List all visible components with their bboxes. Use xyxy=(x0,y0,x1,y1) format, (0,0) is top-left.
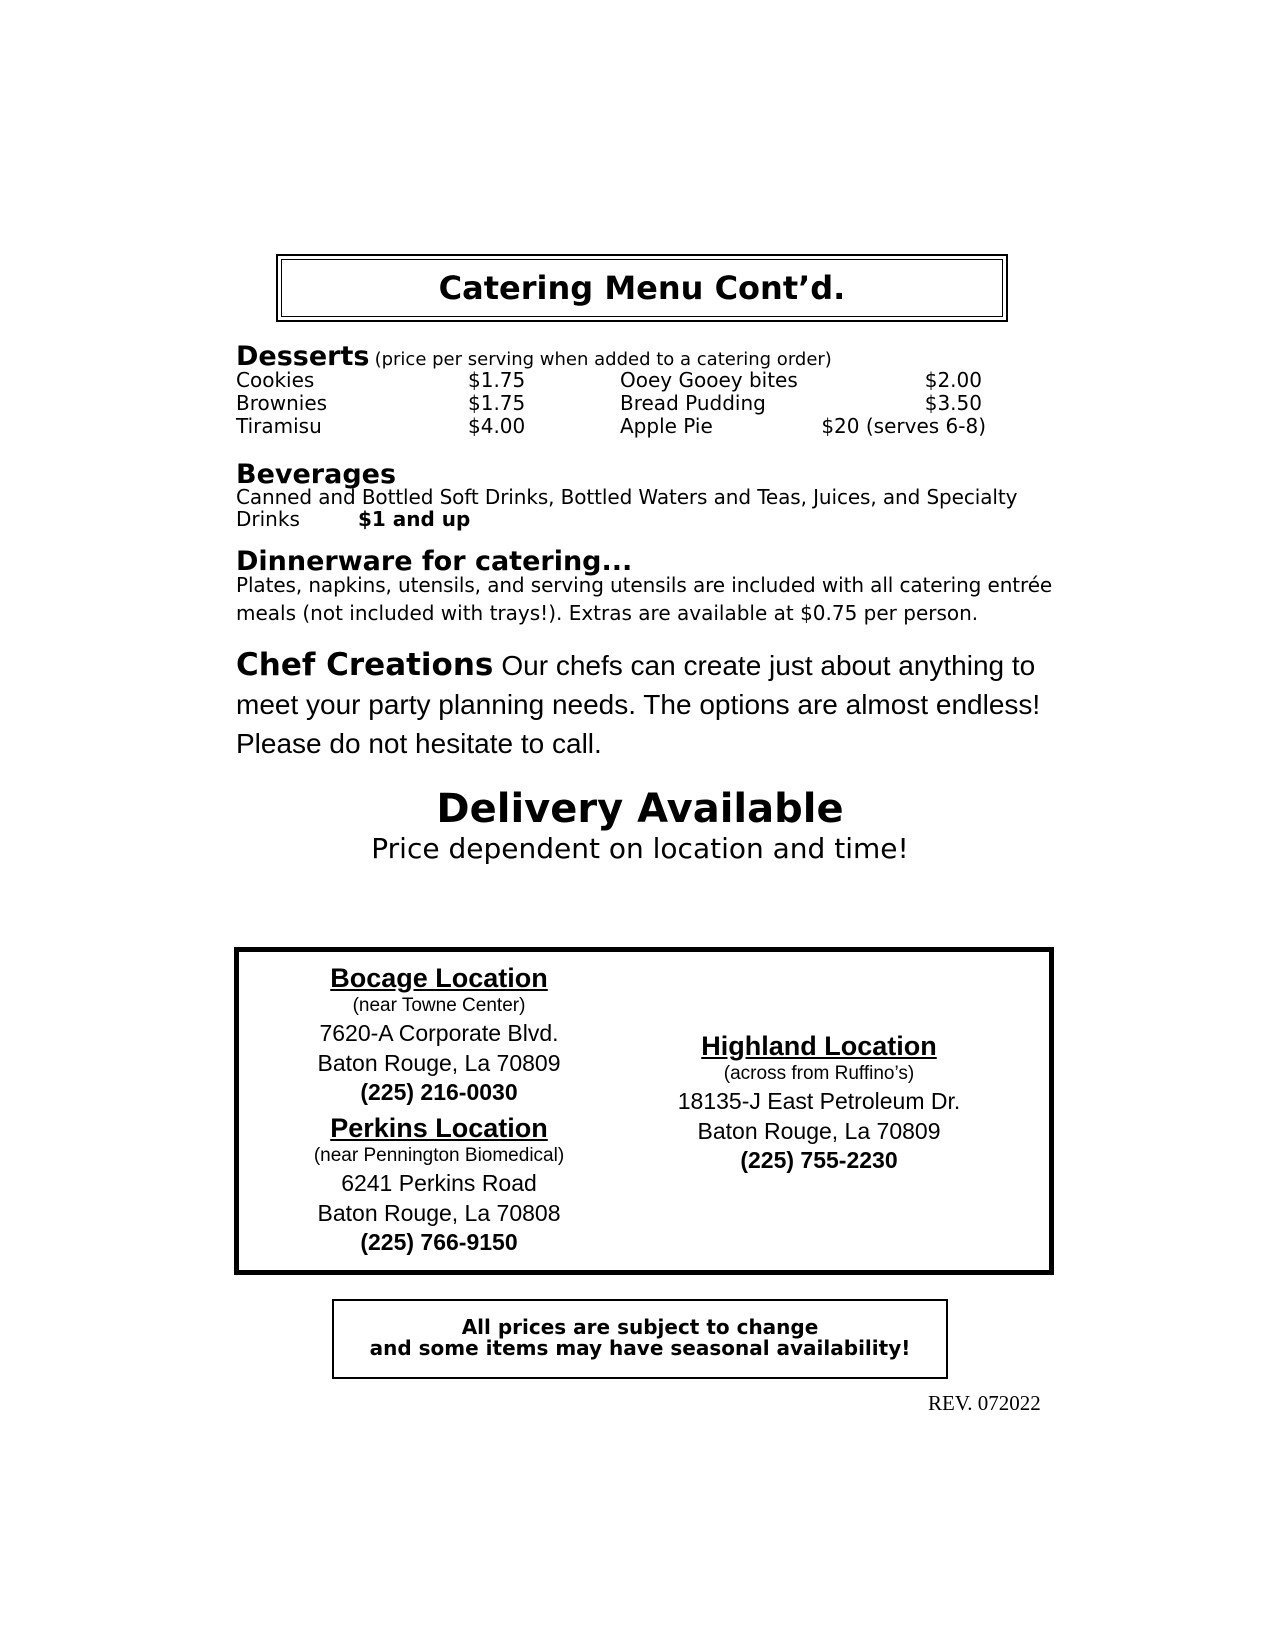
beverages-price-line xyxy=(236,508,1056,530)
location-address: Baton Rouge, La 70809 xyxy=(697,1118,941,1144)
location-title: Perkins Location xyxy=(330,1113,548,1143)
dessert-item-name: Bread Pudding xyxy=(620,391,766,415)
dessert-item-name: Apple Pie xyxy=(620,414,713,438)
dessert-item-price: $1.75 xyxy=(468,391,526,415)
location-address: 18135-J East Petroleum Dr. xyxy=(677,1088,961,1114)
chef-creations-text: Our chefs can create just about anything to meet your party planning needs. The options are almost endless! Please do not hesitate to call. xyxy=(236,650,1041,759)
page-title: Catering Menu Cont’d. xyxy=(281,259,1003,317)
dessert-item-name: Ooey Gooey bites xyxy=(620,368,798,392)
dessert-item-price: $4.00 xyxy=(468,414,526,438)
beverages-drinks-label: Drinks xyxy=(236,507,300,531)
location-near: (across from Ruffino’s) xyxy=(723,1063,915,1084)
desserts-heading: Desserts xyxy=(236,341,370,372)
beverages-heading: Beverages xyxy=(236,459,397,490)
notice-line: and some items may have seasonal availability! xyxy=(369,1336,911,1360)
location-near: (near Towne Center) xyxy=(352,995,526,1016)
notice-line: All prices are subject to change xyxy=(461,1315,819,1339)
highland-location xyxy=(659,1030,979,1174)
dinnerware-line: meals (not included with trays!). Extras are available at $0.75 per person. xyxy=(236,601,979,625)
delivery-section xyxy=(300,786,980,866)
location-phone: (225) 755-2230 xyxy=(740,1147,898,1173)
location-address: 6241 Perkins Road xyxy=(341,1170,537,1196)
location-title: Bocage Location xyxy=(330,963,548,993)
delivery-title: Delivery Available xyxy=(436,786,844,832)
dinnerware-section xyxy=(236,547,1056,624)
chef-creations-section xyxy=(236,648,1066,766)
location-address: Baton Rouge, La 70808 xyxy=(317,1200,561,1226)
dinnerware-heading: Dinnerware for catering... xyxy=(236,546,633,577)
beverages-section xyxy=(236,460,1056,530)
title-box xyxy=(276,254,1008,322)
beverages-price: $1 and up xyxy=(358,507,471,531)
dessert-item-price: $20 (serves 6-8) xyxy=(821,414,986,438)
location-address: Baton Rouge, La 70809 xyxy=(317,1050,561,1076)
beverages-line: Canned and Bottled Soft Drinks, Bottled Waters and Teas, Juices, and Specialty xyxy=(236,485,1018,509)
dessert-item-price: $3.50 xyxy=(924,391,982,415)
location-title: Highland Location xyxy=(701,1031,937,1061)
location-near: (near Pennington Biomedical) xyxy=(313,1145,565,1166)
dessert-item-name: Cookies xyxy=(236,368,315,392)
perkins-location xyxy=(279,1112,599,1256)
dessert-item-name: Brownies xyxy=(236,391,328,415)
dessert-item-price: $1.75 xyxy=(468,368,526,392)
notice-box xyxy=(332,1299,948,1379)
location-phone: (225) 766-9150 xyxy=(360,1229,518,1255)
bocage-location xyxy=(289,962,589,1106)
location-address: 7620-A Corporate Blvd. xyxy=(319,1020,559,1046)
revision-code: REV. 072022 xyxy=(928,1391,1041,1415)
desserts-note: (price per serving when added to a catering order) xyxy=(374,349,832,370)
dessert-item-price: $2.00 xyxy=(924,368,982,392)
location-phone: (225) 216-0030 xyxy=(360,1079,518,1105)
chef-creations-heading: Chef Creations xyxy=(236,647,494,683)
dessert-item-name: Tiramisu xyxy=(236,414,322,438)
locations-box xyxy=(234,947,1054,1275)
dinnerware-line: Plates, napkins, utensils, and serving utensils are included with all catering entrée xyxy=(236,573,1053,597)
delivery-subtitle: Price dependent on location and time! xyxy=(371,832,909,865)
